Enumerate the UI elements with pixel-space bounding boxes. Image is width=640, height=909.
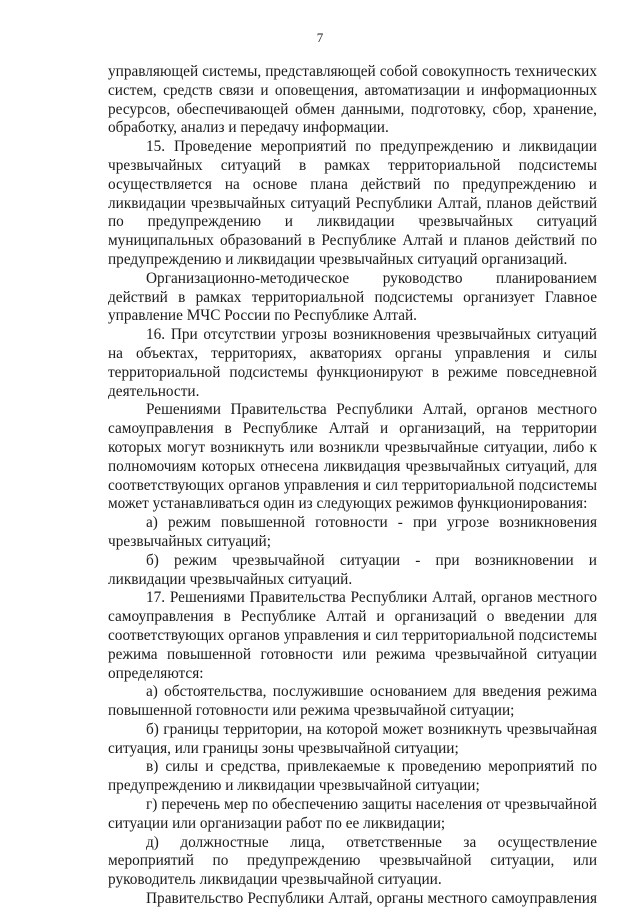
paragraph-government-continued: Правительство Республики Алтай, органы местного самоуправления: [146, 890, 597, 908]
list-item-g-measures: г) перечень мер по обеспечению защиты населения от чрезвычайной ситуации или организации работ по ее ликвидации;: [108, 796, 597, 832]
paragraph-item-17: 17. Решениями Правительства Республики Алтай, органов местного самоуправления в Республике Алтай и организаций о введении для соответствующих органов управления и сил территориальной подсистемы режима повышенной готовности или режима чрезвычайной ситуации определяются:: [108, 589, 597, 682]
list-item-d-officials: д) должностные лица, ответственные за осуществление мероприятий по предупреждению чрезвычайной ситуации, или руководитель ликвидации чрезвычайной ситуации.: [108, 833, 597, 889]
paragraph-item-16: 16. При отсутствии угрозы возникновения чрезвычайных ситуаций на объектах, территориях, акваториях органы управления и силы территориальной подсистемы функционируют в режиме повседневной деятельности.: [108, 326, 597, 400]
list-item-a-high-readiness: а) режим повышенной готовности - при угрозе возникновения чрезвычайных ситуаций;: [108, 514, 597, 550]
list-item-a-circumstances: а) обстоятельства, послужившие основанием для введения режима повышенной готовности или режима чрезвычайной ситуации;: [108, 683, 597, 720]
paragraph-item-15: 15. Проведение мероприятий по предупреждению и ликвидации чрезвычайных ситуаций в рамках территориальной подсистемы осуществляется на основе плана действий по предупреждению и ликвидации чрезвычайных ситуаций Республики Алтай, планов действий по предупреждению и ликвидации чрезвычайных ситуаций муниципальных образований в Республике Алтай и планов действий по предупреждению и ликвидации чрезвычайных ситуаций организаций.: [108, 138, 597, 268]
paragraph-continuation: управляющей системы, представляющей собой совокупность технических систем, средств связи и оповещения, автоматизации и информационных ресурсов, обеспечивающей обмен данными, подготовку, сбор, хранение, обработку, анализ и передачу информации.: [108, 63, 597, 137]
document-body: [108, 63, 597, 909]
paragraph-regimes-intro: Решениями Правительства Республики Алтай, органов местного самоуправления в Республике Алтай и организаций, на территории которых могут возникнуть или возникли чрезвычайные ситуации, либо к полномочиям которых отнесена ликвидация чрезвычайных ситуаций, для соответствующих органов управления и сил территориальной подсистемы может устанавливаться один из следующих режимов функционирования:: [108, 401, 597, 513]
list-item-b-boundaries: б) границы территории, на которой может возникнуть чрезвычайная ситуация, или границы зоны чрезвычайной ситуации;: [108, 720, 597, 757]
paragraph-methodical-guidance: Организационно-методическое руководство планированием действий в рамках территориальной подсистемы организует Главное управление МЧС России по Республике Алтай.: [108, 269, 597, 325]
list-item-v-forces: в) силы и средства, привлекаемые к проведению мероприятий по предупреждению и ликвидации чрезвычайной ситуации;: [108, 758, 597, 795]
page-number: 7: [316, 30, 324, 45]
list-item-b-emergency: б) режим чрезвычайной ситуации - при возникновении и ликвидации чрезвычайных ситуаций.: [108, 551, 597, 588]
